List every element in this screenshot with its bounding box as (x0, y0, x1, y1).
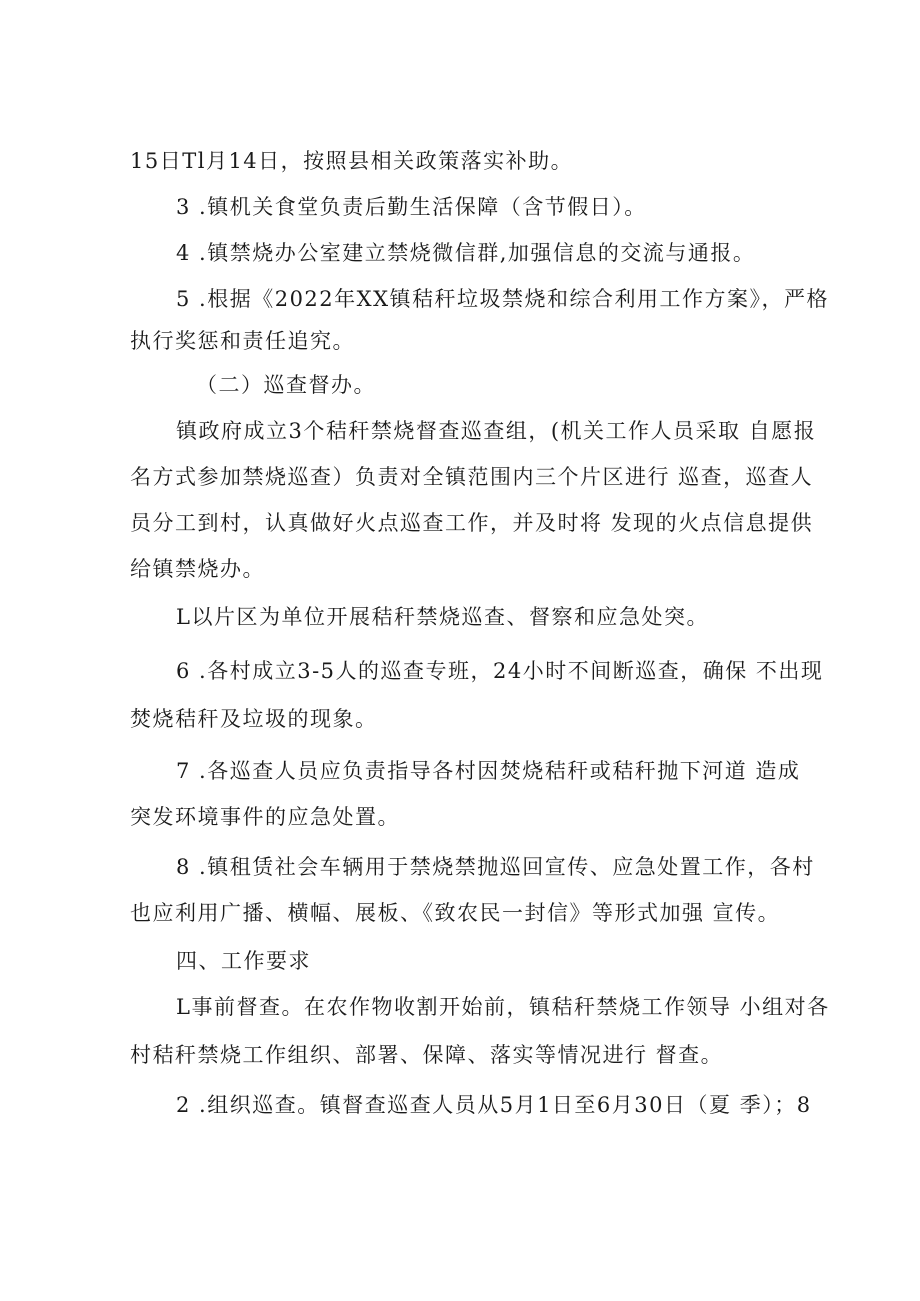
text-line: L以片区为单位开展秸秆禁烧巡查、督察和应急处突。 (176, 605, 709, 629)
text-line: 7 .各巡查人员应负责指导各村因焚烧秸秆或秸秆抛下河道 造成 (176, 759, 801, 783)
text-line: 焚烧秸秆及垃圾的现象。 (130, 707, 378, 731)
text-line: 给镇禁烧办。 (130, 557, 265, 581)
text-line: 2 .组织巡查。镇督查巡查人员从5月1日至6月30日（夏 季）；8 (176, 1093, 812, 1117)
text-line: 名方式参加禁烧巡查）负责对全镇范围内三个片区进行 巡查，巡查人 (130, 465, 814, 489)
text-line: 突发环境事件的应急处置。 (130, 805, 400, 829)
text-line: 镇政府成立3个秸秆禁烧督查巡查组，(机关工作人员采取 自愿报 (176, 419, 817, 443)
text-line: 也应利用广播、横幅、展板、《致农民一封信》等形式加强 宣传。 (130, 901, 781, 925)
text-line: 4 .镇禁烧办公室建立禁烧微信群,加强信息的交流与通报。 (176, 241, 756, 265)
text-line: 执行奖惩和责任追究。 (130, 329, 355, 353)
text-line: 6 .各村成立3-5人的巡查专班，24小时不间断巡查，确保 不出现 (176, 659, 824, 683)
text-line: 5 .根据《2022年XX镇秸秆垃圾禁烧和综合利用工作方案》，严格 (176, 287, 830, 311)
text-line: 3 .镇机关食堂负责后勤生活保障（含节假日）。 (176, 195, 647, 219)
section-heading: 四、工作要求 (176, 949, 311, 973)
text-line: L事前督查。在农作物收割开始前，镇秸秆禁烧工作领导 小组对各 (176, 995, 830, 1019)
text-line: 村秸秆禁烧工作组织、部署、保障、落实等情况进行 督查。 (130, 1043, 724, 1067)
text-line: 8 .镇租赁社会车辆用于禁烧禁抛巡回宣传、应急处置工作，各村 (176, 855, 815, 879)
section-heading: （二）巡查督办。 (196, 373, 376, 397)
text-line: 15日Tl月14日，按照县相关政策落实补助。 (130, 149, 574, 173)
text-line: 员分工到村，认真做好火点巡查工作，并及时将 发现的火点信息提供 (130, 511, 814, 535)
